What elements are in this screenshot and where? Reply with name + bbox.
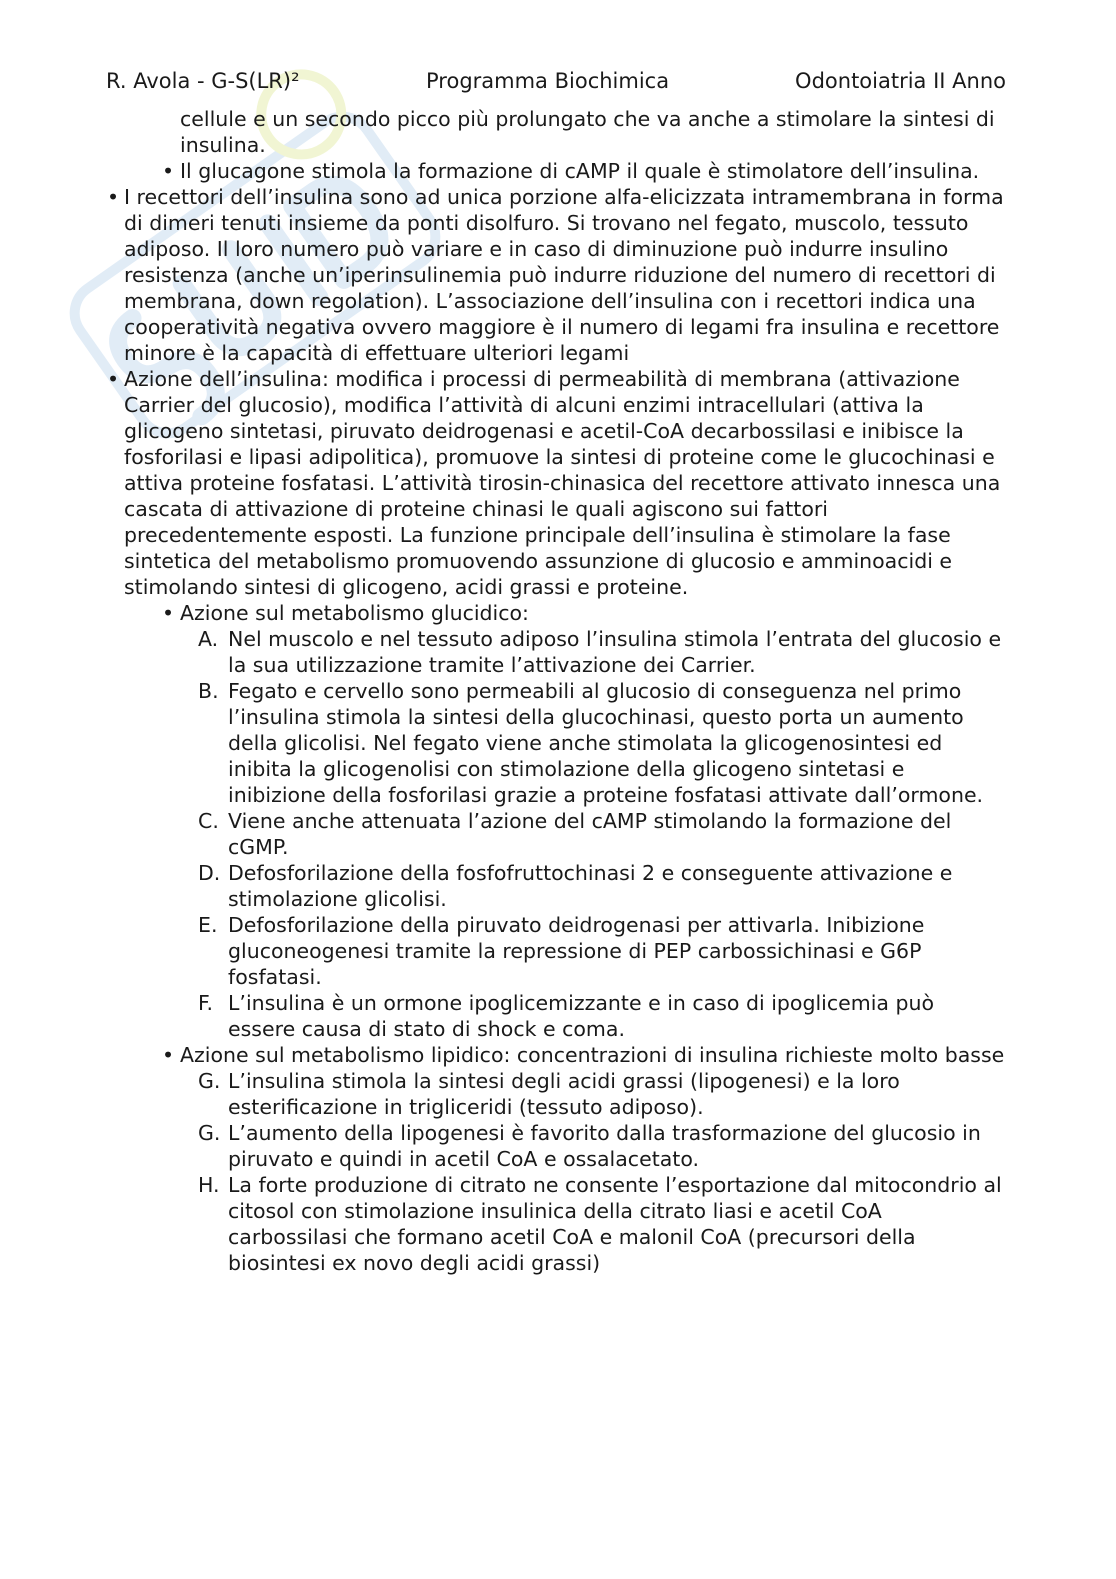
page-header [106, 66, 1006, 96]
list-item-text: Viene anche attenuata l’azione del cAMP stimolando la formazione del cGMP. [228, 809, 952, 859]
list-item-text: Defosforilazione della fosfofruttochinasi 2 e conseguente attivazione e stimolazione glicolisi. [228, 861, 953, 911]
list-item [106, 1172, 1006, 1276]
list-item-text: L’insulina stimola la sintesi degli acidi grassi (lipogenesi) e la loro esterificazione in trigliceridi (tessuto adiposo). [228, 1069, 900, 1119]
list-item [106, 808, 1006, 860]
list-marker: F. [198, 991, 214, 1015]
azione-text: Azione dell’insulina: modifica i processi di permeabilità di membrana (attivazione Carrier del glucosio), modifica l’attività di alcuni enzimi intracellulari (attiva la glicogeno sintetasi, piruvato deidrogenasi e acetil-CoA decarbossilasi e inibisce la fosforilasi e lipasi adipolitica), promuove la sintesi di proteine come le glucochinasi e attiva proteine fosfatasi. L’attività tirosin-chinasica del recettore attivato innesca una cascata di attivazione di proteine chinasi le quali agiscono sui fattori precedentemente esposti. La funzione principale dell’insulina è stimolare la fase sintetica del metabolismo promuovendo assunzione di glucosio e amminoacidi e stimolando sintesi di glicogeno, acidi grassi e proteine. [124, 367, 1001, 599]
list-item [106, 990, 1006, 1042]
list-item [106, 678, 1006, 808]
list-item-text: L’aumento della lipogenesi è favorito dalla trasformazione del glucosio in piruvato e quindi in acetil CoA e ossalacetato. [228, 1121, 981, 1171]
bullet-icon: • [107, 367, 120, 391]
list-marker: B. [198, 679, 219, 703]
list-item [106, 600, 1006, 626]
continuation-paragraph: cellule e un secondo picco più prolungato che va anche a stimolare la sintesi di insulina. [180, 107, 995, 157]
list-item-text: Fegato e cervello sono permeabili al glucosio di conseguenza nel primo l’insulina stimola la sintesi della glucochinasi, questo porta un aumento della glicolisi. Nel fegato viene anche stimolata la glicogenosintesi ed inibita la glicogenolisi con stimolazione della glicogeno sintetasi e inibizione della fosforilasi grazie a proteine fosfatasi attivate dall’ormone. [228, 679, 984, 807]
glucidico-heading: Azione sul metabolismo glucidico: [180, 601, 529, 625]
bullet-icon: • [162, 1043, 175, 1067]
bullet-icon: • [107, 185, 120, 209]
bullet-icon: • [162, 601, 175, 625]
list-marker: A. [198, 627, 219, 651]
list-marker: H. [198, 1173, 220, 1197]
list-item [106, 366, 1006, 600]
list-item [106, 1042, 1006, 1068]
bullet-icon: • [162, 159, 175, 183]
list-item-text: Nel muscolo e nel tessuto adiposo l’insulina stimola l’entrata del glucosio e la sua utilizzazione tramite l’attivazione dei Carrier. [228, 627, 1002, 677]
header-title: Programma Biochimica [426, 69, 670, 93]
lipidico-heading: Azione sul metabolismo lipidico: concentrazioni di insulina richieste molto basse [180, 1043, 1005, 1067]
document-body [106, 106, 1006, 1276]
list-item [106, 860, 1006, 912]
list-item-text: L’insulina è un ormone ipoglicemizzante e in caso di ipoglicemia può essere causa di stato di shock e coma. [228, 991, 935, 1041]
list-item [106, 1120, 1006, 1172]
header-course: Odontoiatria II Anno [795, 69, 1006, 93]
list-marker: E. [198, 913, 218, 937]
list-item [106, 1068, 1006, 1120]
list-marker: C. [198, 809, 219, 833]
glucagone-text: Il glucagone stimola la formazione di cAMP il quale è stimolatore dell’insulina. [180, 159, 980, 183]
list-marker: G. [198, 1069, 221, 1093]
list-item [106, 158, 1006, 184]
list-marker: D. [198, 861, 221, 885]
list-item-text: Defosforilazione della piruvato deidrogenasi per attivarla. Inibizione gluconeogenesi tramite la repressione di PEP carbossichinasi e G6P fosfatasi. [228, 913, 925, 989]
list-item-text: La forte produzione di citrato ne consente l’esportazione dal mitocondrio al citosol con stimolazione insulinica della citrato liasi e acetil CoA carbossilasi che formano acetil CoA e malonil CoA (precursori della biosintesi ex novo degli acidi grassi) [228, 1173, 1002, 1275]
list-item [106, 912, 1006, 990]
list-item [106, 626, 1006, 678]
header-author: R. Avola - G-S(LR)² [106, 69, 300, 93]
recettori-text: I recettori dell’insulina sono ad unica porzione alfa-elicizzata intramembrana in forma di dimeri tenuti insieme da ponti disolfuro. Si trovano nel fegato, muscolo, tessuto adiposo. Il loro numero può variare e in caso di diminuzione può indurre insulino resistenza (anche un’iperinsulinemia può indurre riduzione del numero di recettori di membrana, down regolation). L’associazione dell’insulina con i recettori indica una cooperatività negativa ovvero maggiore è il numero di legami fra insulina e recettore minore è la capacità di effettuare ulteriori legami [124, 185, 1004, 365]
list-marker: G. [198, 1121, 221, 1145]
list-item [106, 184, 1006, 366]
